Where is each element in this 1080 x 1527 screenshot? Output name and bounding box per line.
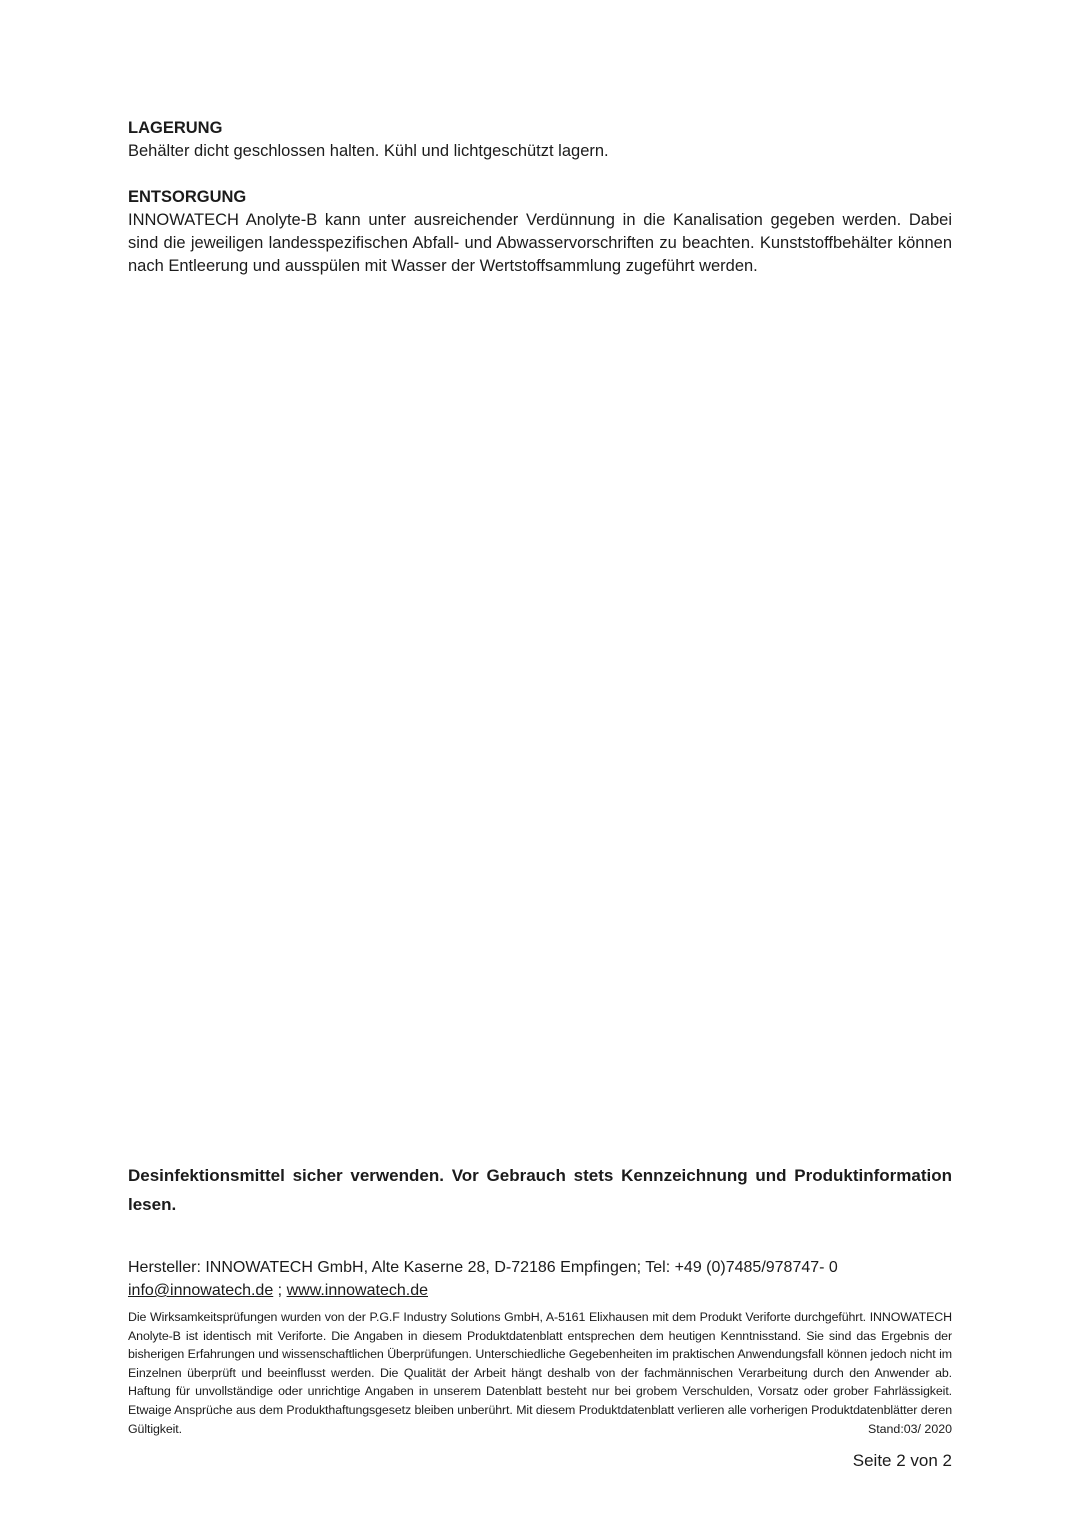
- revision-date: Stand:03/ 2020: [862, 1420, 952, 1439]
- manufacturer-line: Hersteller: INNOWATECH GmbH, Alte Kaserne 28, D-72186 Empfingen; Tel: +49 (0)7485/978747- 0: [128, 1259, 838, 1276]
- top-sections: [128, 117, 952, 278]
- lagerung-body-text: Behälter dicht geschlossen halten. Kühl und lichtgeschützt lagern.: [128, 142, 609, 160]
- website-link[interactable]: www.innowatech.de: [286, 1282, 428, 1299]
- entsorgung-heading: ENTSORGUNG: [128, 188, 247, 206]
- safety-notice-text: Desinfektionsmittel sicher verwenden. Vor Gebrauch stets Kennzeichnung und Produktinformation lesen.: [128, 1166, 952, 1214]
- email-link[interactable]: info@innowatech.de: [128, 1282, 274, 1299]
- page-number: Seite 2 von 2: [852, 1451, 952, 1470]
- entsorgung-body-text: INNOWATECH Anolyte-B kann unter ausreichender Verdünnung in die Kanalisation gegeben werden. Dabei sind die jeweiligen landesspezifischen Abfall- und Abwasservorschriften zu beachten. Kunststoffbehälter können nach Entleerung und ausspülen mit Wasser der Wertstoffsammlung zugeführt werden.: [128, 211, 952, 275]
- manufacturer-info: [128, 1256, 952, 1302]
- section-spacer: [128, 163, 952, 186]
- disclaimer-text: Die Wirksamkeitsprüfungen wurden von der P.G.F Industry Solutions GmbH, A-5161 Elixhausen mit dem Produkt Veriforte durchgeführt. INNOWATECH Anolyte-B ist identisch mit Veriforte. Die Angaben in diesem Produktdatenblatt entsprechen dem heutigen Kenntnisstand. Sie sind das Ergebnis der bisherigen Erfahrungen und wissenschaftlichen Überprüfungen. Unterschiedliche Gegebenheiten im praktischen Anwendungsfall können jedoch nicht im Einzelnen überprüft und beeinflusst werden. Die Qualität der Arbeit hängt deshalb von der fachmännischen Verarbeitung durch den Anwender ab. Haftung für unvollständige oder unrichtige Angaben in unserem Datenblatt besteht nur bei grobem Verschulden, Vorsatz oder grober Fahrlässigkeit. Etwaige Ansprüche aus dem Produkthaftungsgesetz bleiben unberührt. Mit diesem Produktdatenblatt verlieren alle vorherigen Produktdatenblätter deren Gültigkeit.: [128, 1310, 952, 1436]
- manufacturer-links: [128, 1279, 952, 1302]
- link-separator: ;: [273, 1282, 287, 1299]
- lagerung-heading: LAGERUNG: [128, 119, 223, 137]
- disclaimer-section: [128, 1308, 952, 1438]
